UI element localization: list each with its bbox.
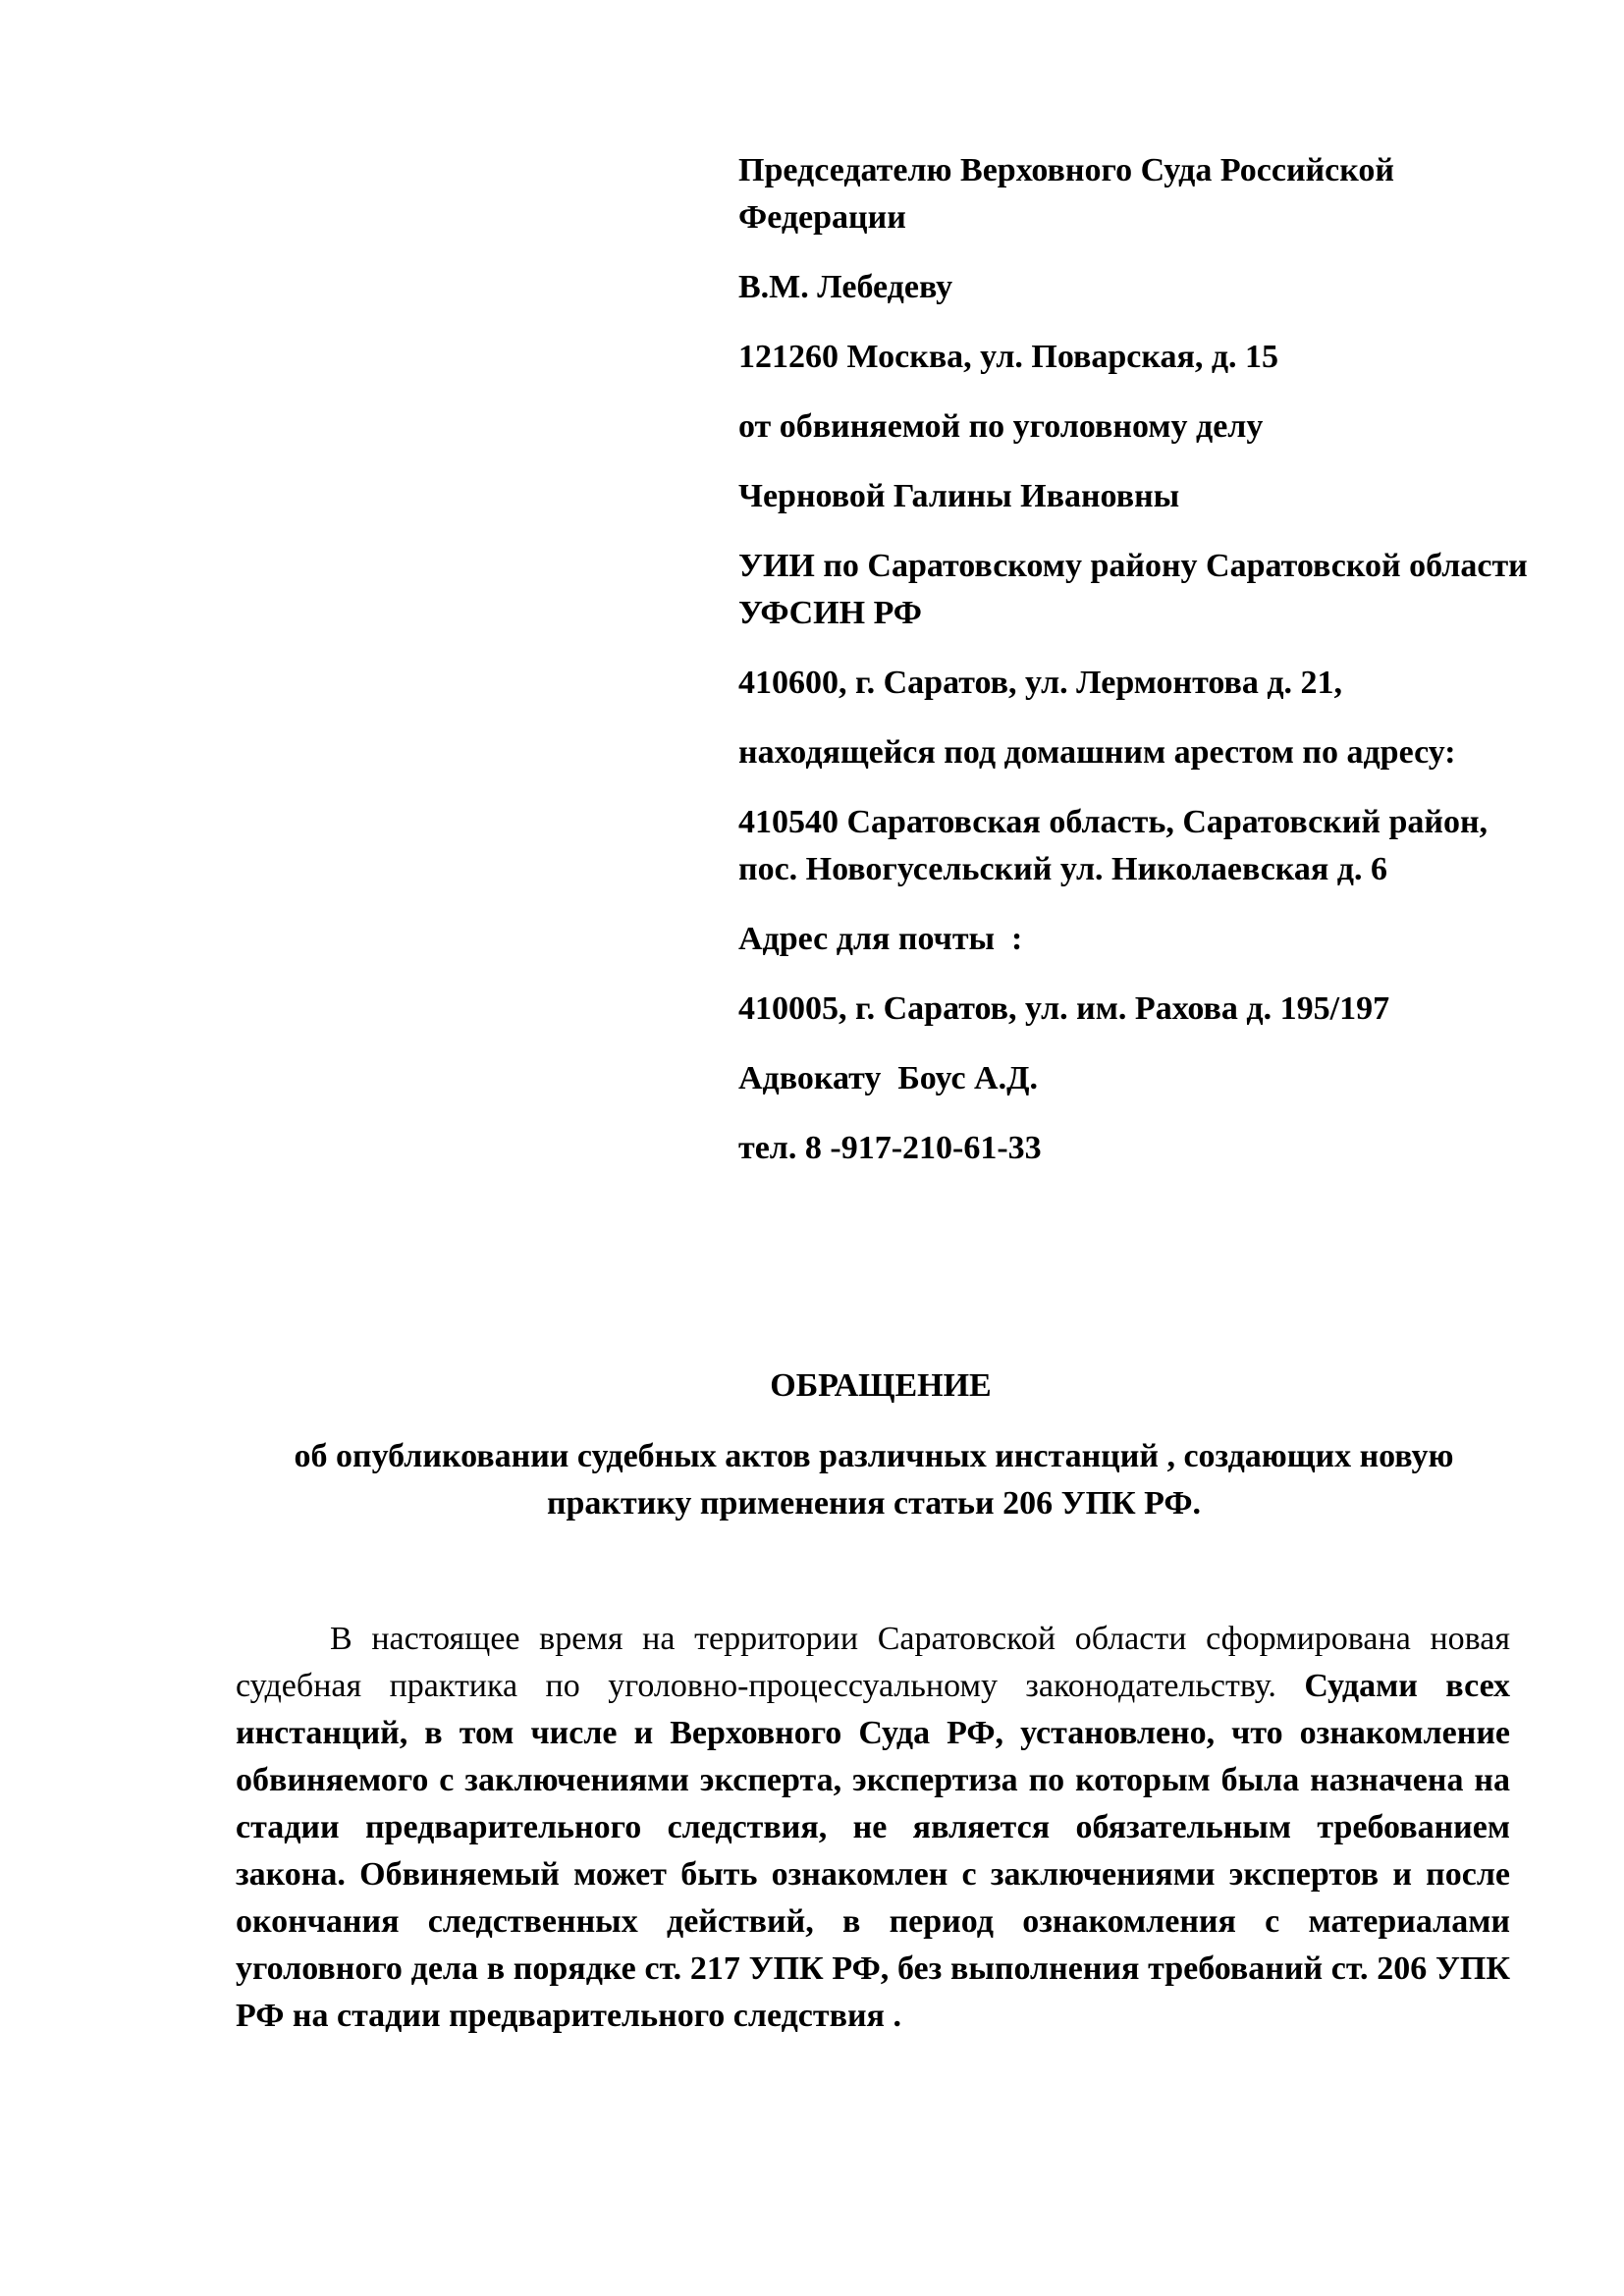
addressee-block [738, 147, 1543, 1195]
lawyer-phone: тел. 8 -917-210-61-33 [738, 1130, 1042, 1166]
addressee-recipient: Председателю Верховного Суда Российской Федерации [738, 152, 1403, 236]
house-arrest-label: находящейся под домашним арестом по адресу: [738, 734, 1456, 771]
sender-role: от обвиняемой по уголовному делу [738, 408, 1264, 445]
mail-address: 410005, г. Саратов, ул. им. Рахова д. 195/197 [738, 990, 1390, 1027]
mail-address-label: Адрес для почты : [738, 921, 1023, 957]
addressee-recipient-name: В.М. Лебедеву [738, 269, 953, 305]
addressee-recipient-address: 121260 Москва, ул. Поварская, д. 15 [738, 339, 1279, 375]
document-subtitle: об опубликовании судебных актов различных инстанций , создающих новую практику применения статьи 206 УПК РФ. [294, 1438, 1454, 1522]
sender-name: Черновой Галины Ивановны [738, 478, 1180, 514]
lawyer-name: Адвокату Боус А.Д. [738, 1060, 1039, 1096]
house-arrest-address: 410540 Саратовская область, Саратовский район, пос. Новогусельский ул. Николаевская д. 6 [738, 804, 1496, 887]
body-regular-text: В настоящее время на территории Саратовской области сформирована новая судебная практика по уголовно-процессуальному законодательству. [236, 1621, 1510, 1704]
sender-inspection: УИИ по Саратовскому району Саратовской области УФСИН РФ [738, 548, 1537, 631]
document-body-paragraph [236, 1616, 1510, 2040]
body-bold-text: Судами всех инстанций, в том числе и Верховного Суда РФ, установлено, что ознакомление обвиняемого с заключениями эксперта, экспертиза по которым была назначена на стадии предварительного следствия, не является обязательным требованием закона. Обвиняемый может быть ознакомлен с заключениями экспертов и после окончания следственных действий, в период ознакомления с материалами уголовного дела в порядке ст. 217 УПК РФ, без выполнения требований ст. 206 УПК РФ на стадии предварительного следствия . [236, 1668, 1510, 2034]
document-title: ОБРАЩЕНИЕ [770, 1367, 992, 1404]
sender-inspection-address: 410600, г. Саратов, ул. Лермонтова д. 21, [738, 665, 1343, 701]
